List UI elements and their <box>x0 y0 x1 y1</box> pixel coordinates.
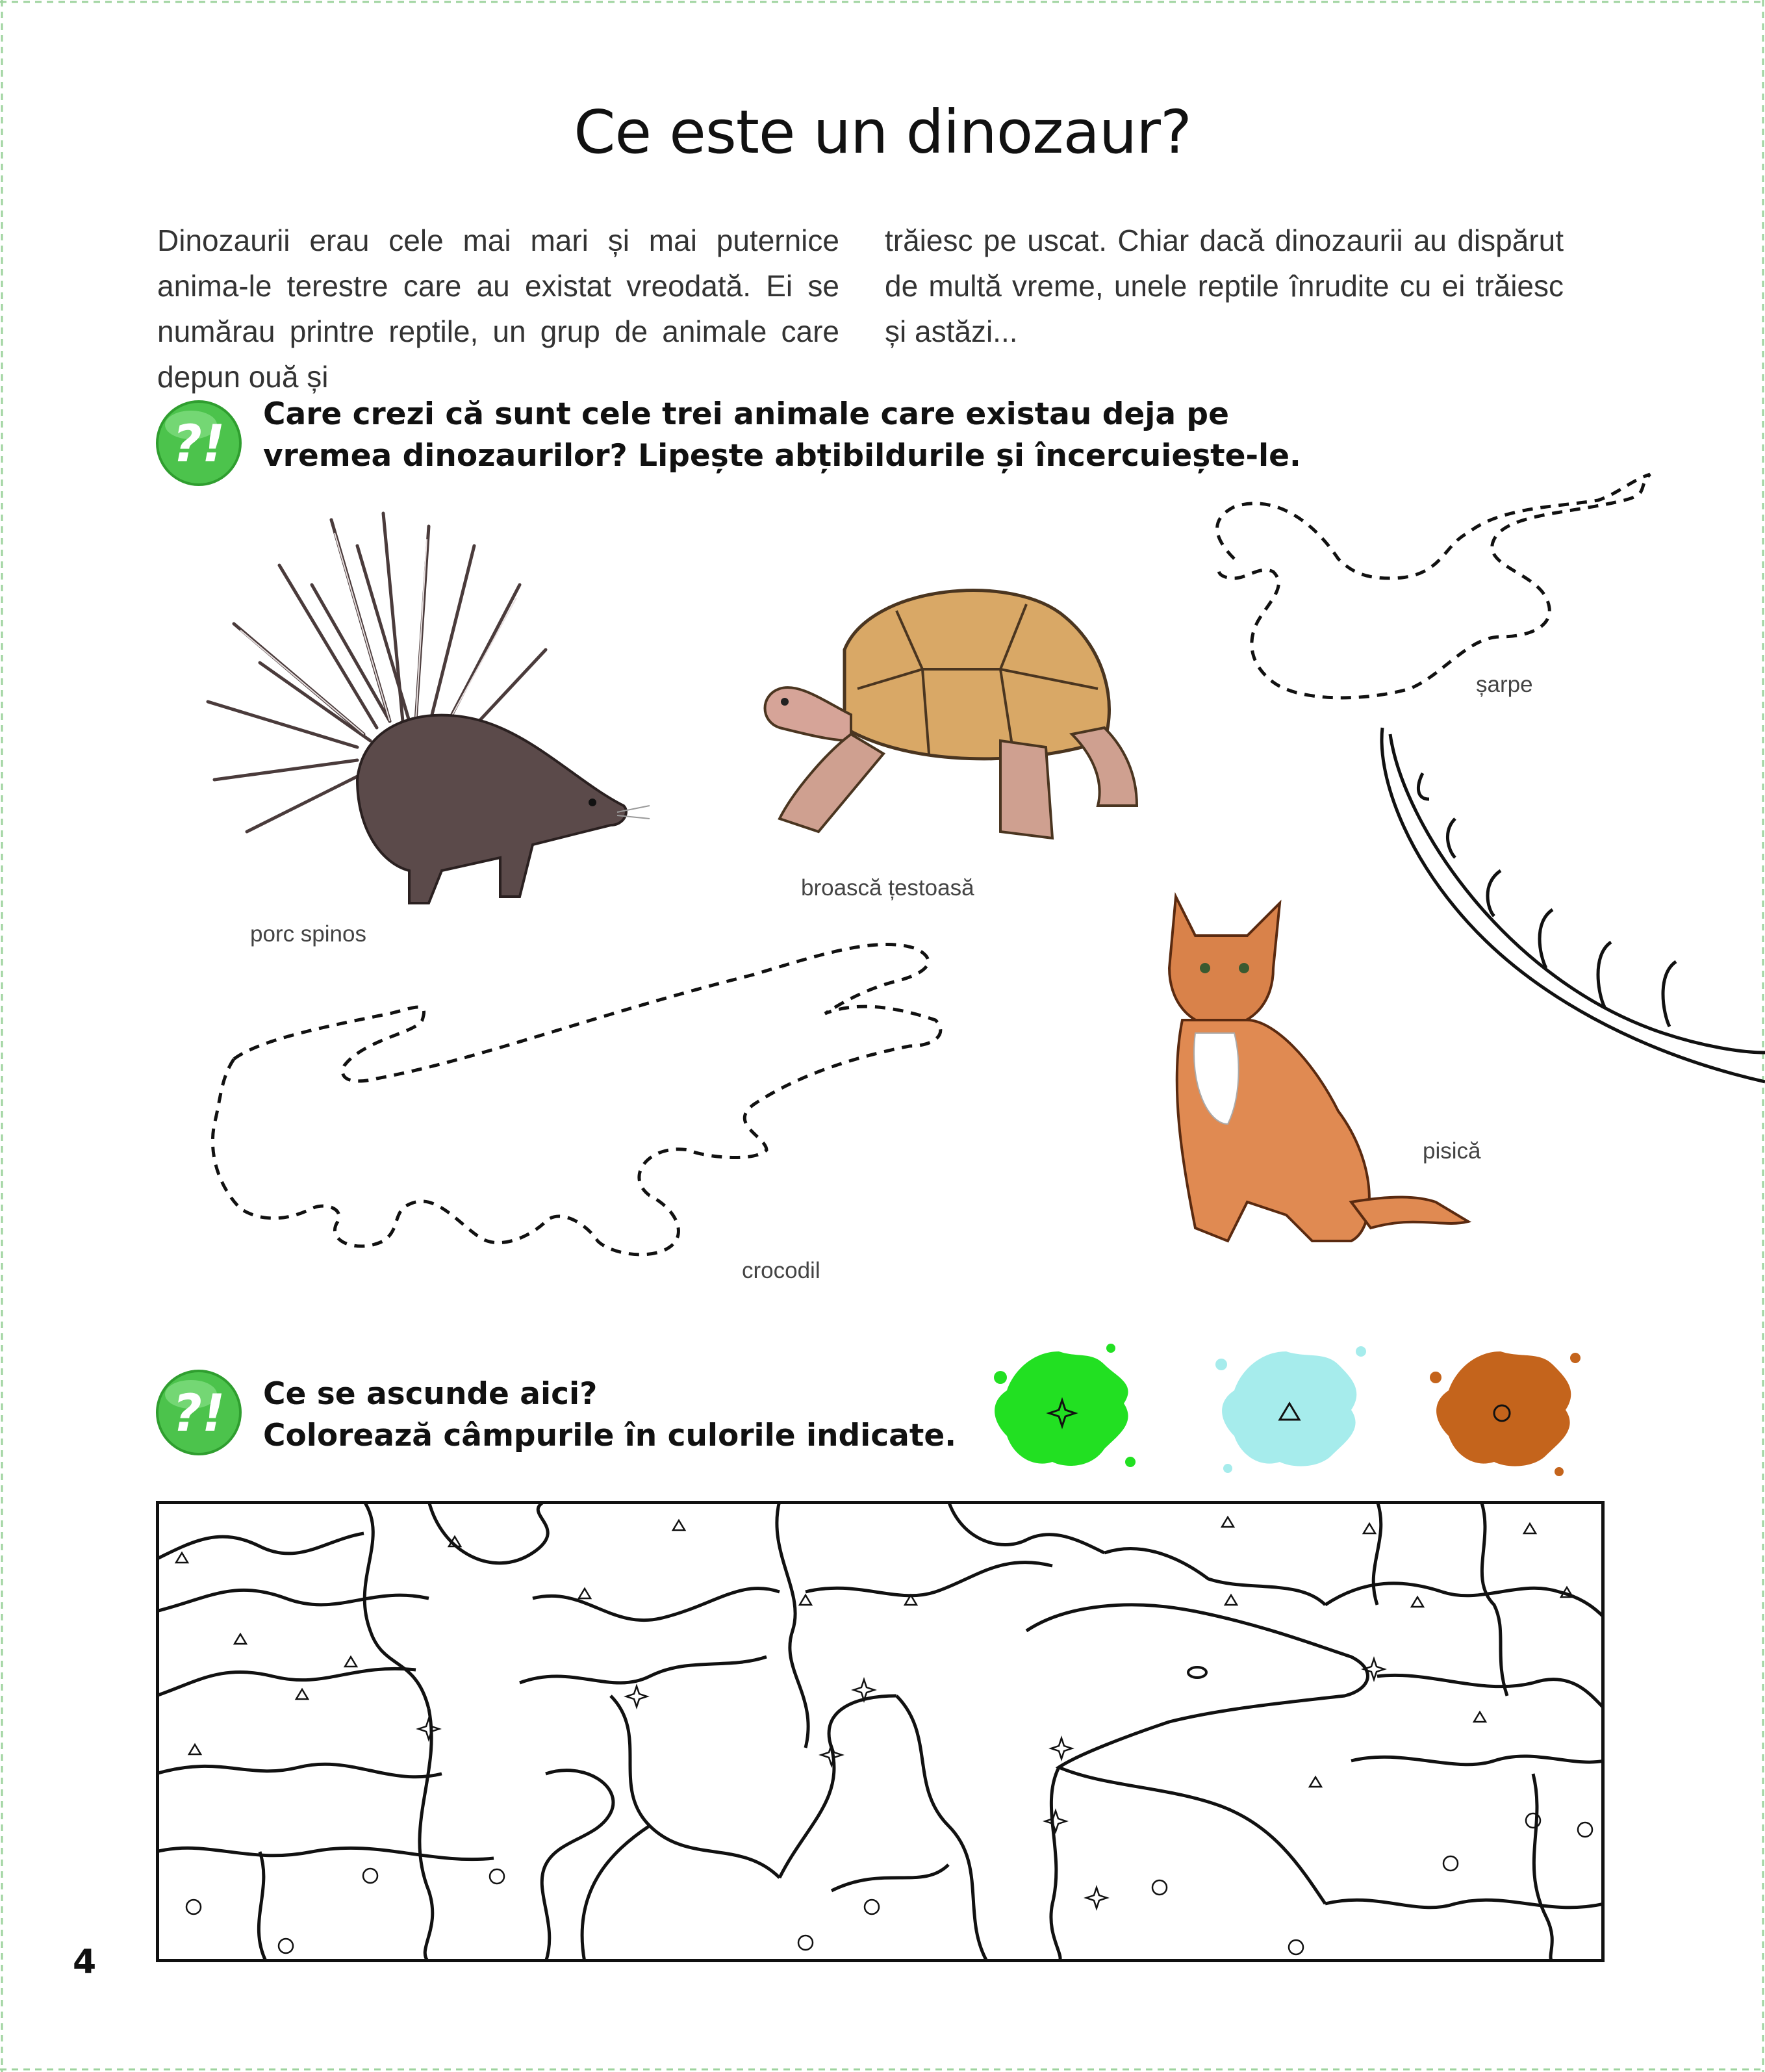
caption-cat: pisică <box>1423 1138 1481 1164</box>
intro-text-right: trăiesc pe uscat. Chiar dacă dinozaurii au dispărut de multă vreme, unele reptile înrudite cu ei trăiesc și astăzi... <box>885 224 1564 348</box>
turtle-illustration <box>754 559 1169 858</box>
question1-line2: vremea dinozaurilor? Lipește abțibildurile și încercuiește-le. <box>263 438 1301 474</box>
coloring-puzzle[interactable] <box>156 1501 1605 1962</box>
snake-sticker-outline <box>1195 468 1676 702</box>
page-title: Ce este un dinozaur? <box>574 97 1191 167</box>
question2-line1: Ce se ascunde aici? <box>263 1376 598 1412</box>
cat-illustration <box>1143 890 1481 1254</box>
porcupine-illustration <box>195 507 663 923</box>
caption-snake: șarpe <box>1476 672 1533 697</box>
caption-crocodile: crocodil <box>742 1258 820 1283</box>
question2-line2: Colorează câmpurile în culorile indicate. <box>263 1418 957 1453</box>
intro-text-left: Dinozaurii erau cele mai mari și mai puternice anima-le terestre care au existat vreodată. Ei se numărau printre reptile, un grup de animale care depun ouă și <box>157 224 839 394</box>
question-badge-icon <box>155 399 243 487</box>
question1-line1: Care crezi că sunt cele trei animale care existau deja pe <box>263 396 1229 432</box>
color-key-lightblue-triangle <box>1208 1338 1371 1481</box>
question-badge-icon <box>155 1368 243 1457</box>
caption-turtle: broască țestoasă <box>801 875 974 901</box>
color-key-brown-circle <box>1423 1338 1585 1481</box>
svg-text:?!: ?! <box>172 1385 225 1443</box>
page-number: 4 <box>73 1943 97 1982</box>
crocodile-sticker-outline <box>195 936 987 1299</box>
svg-text:?!: ?! <box>172 415 225 474</box>
color-key-green-star <box>981 1338 1143 1481</box>
caption-porcupine: porc spinos <box>250 921 366 947</box>
